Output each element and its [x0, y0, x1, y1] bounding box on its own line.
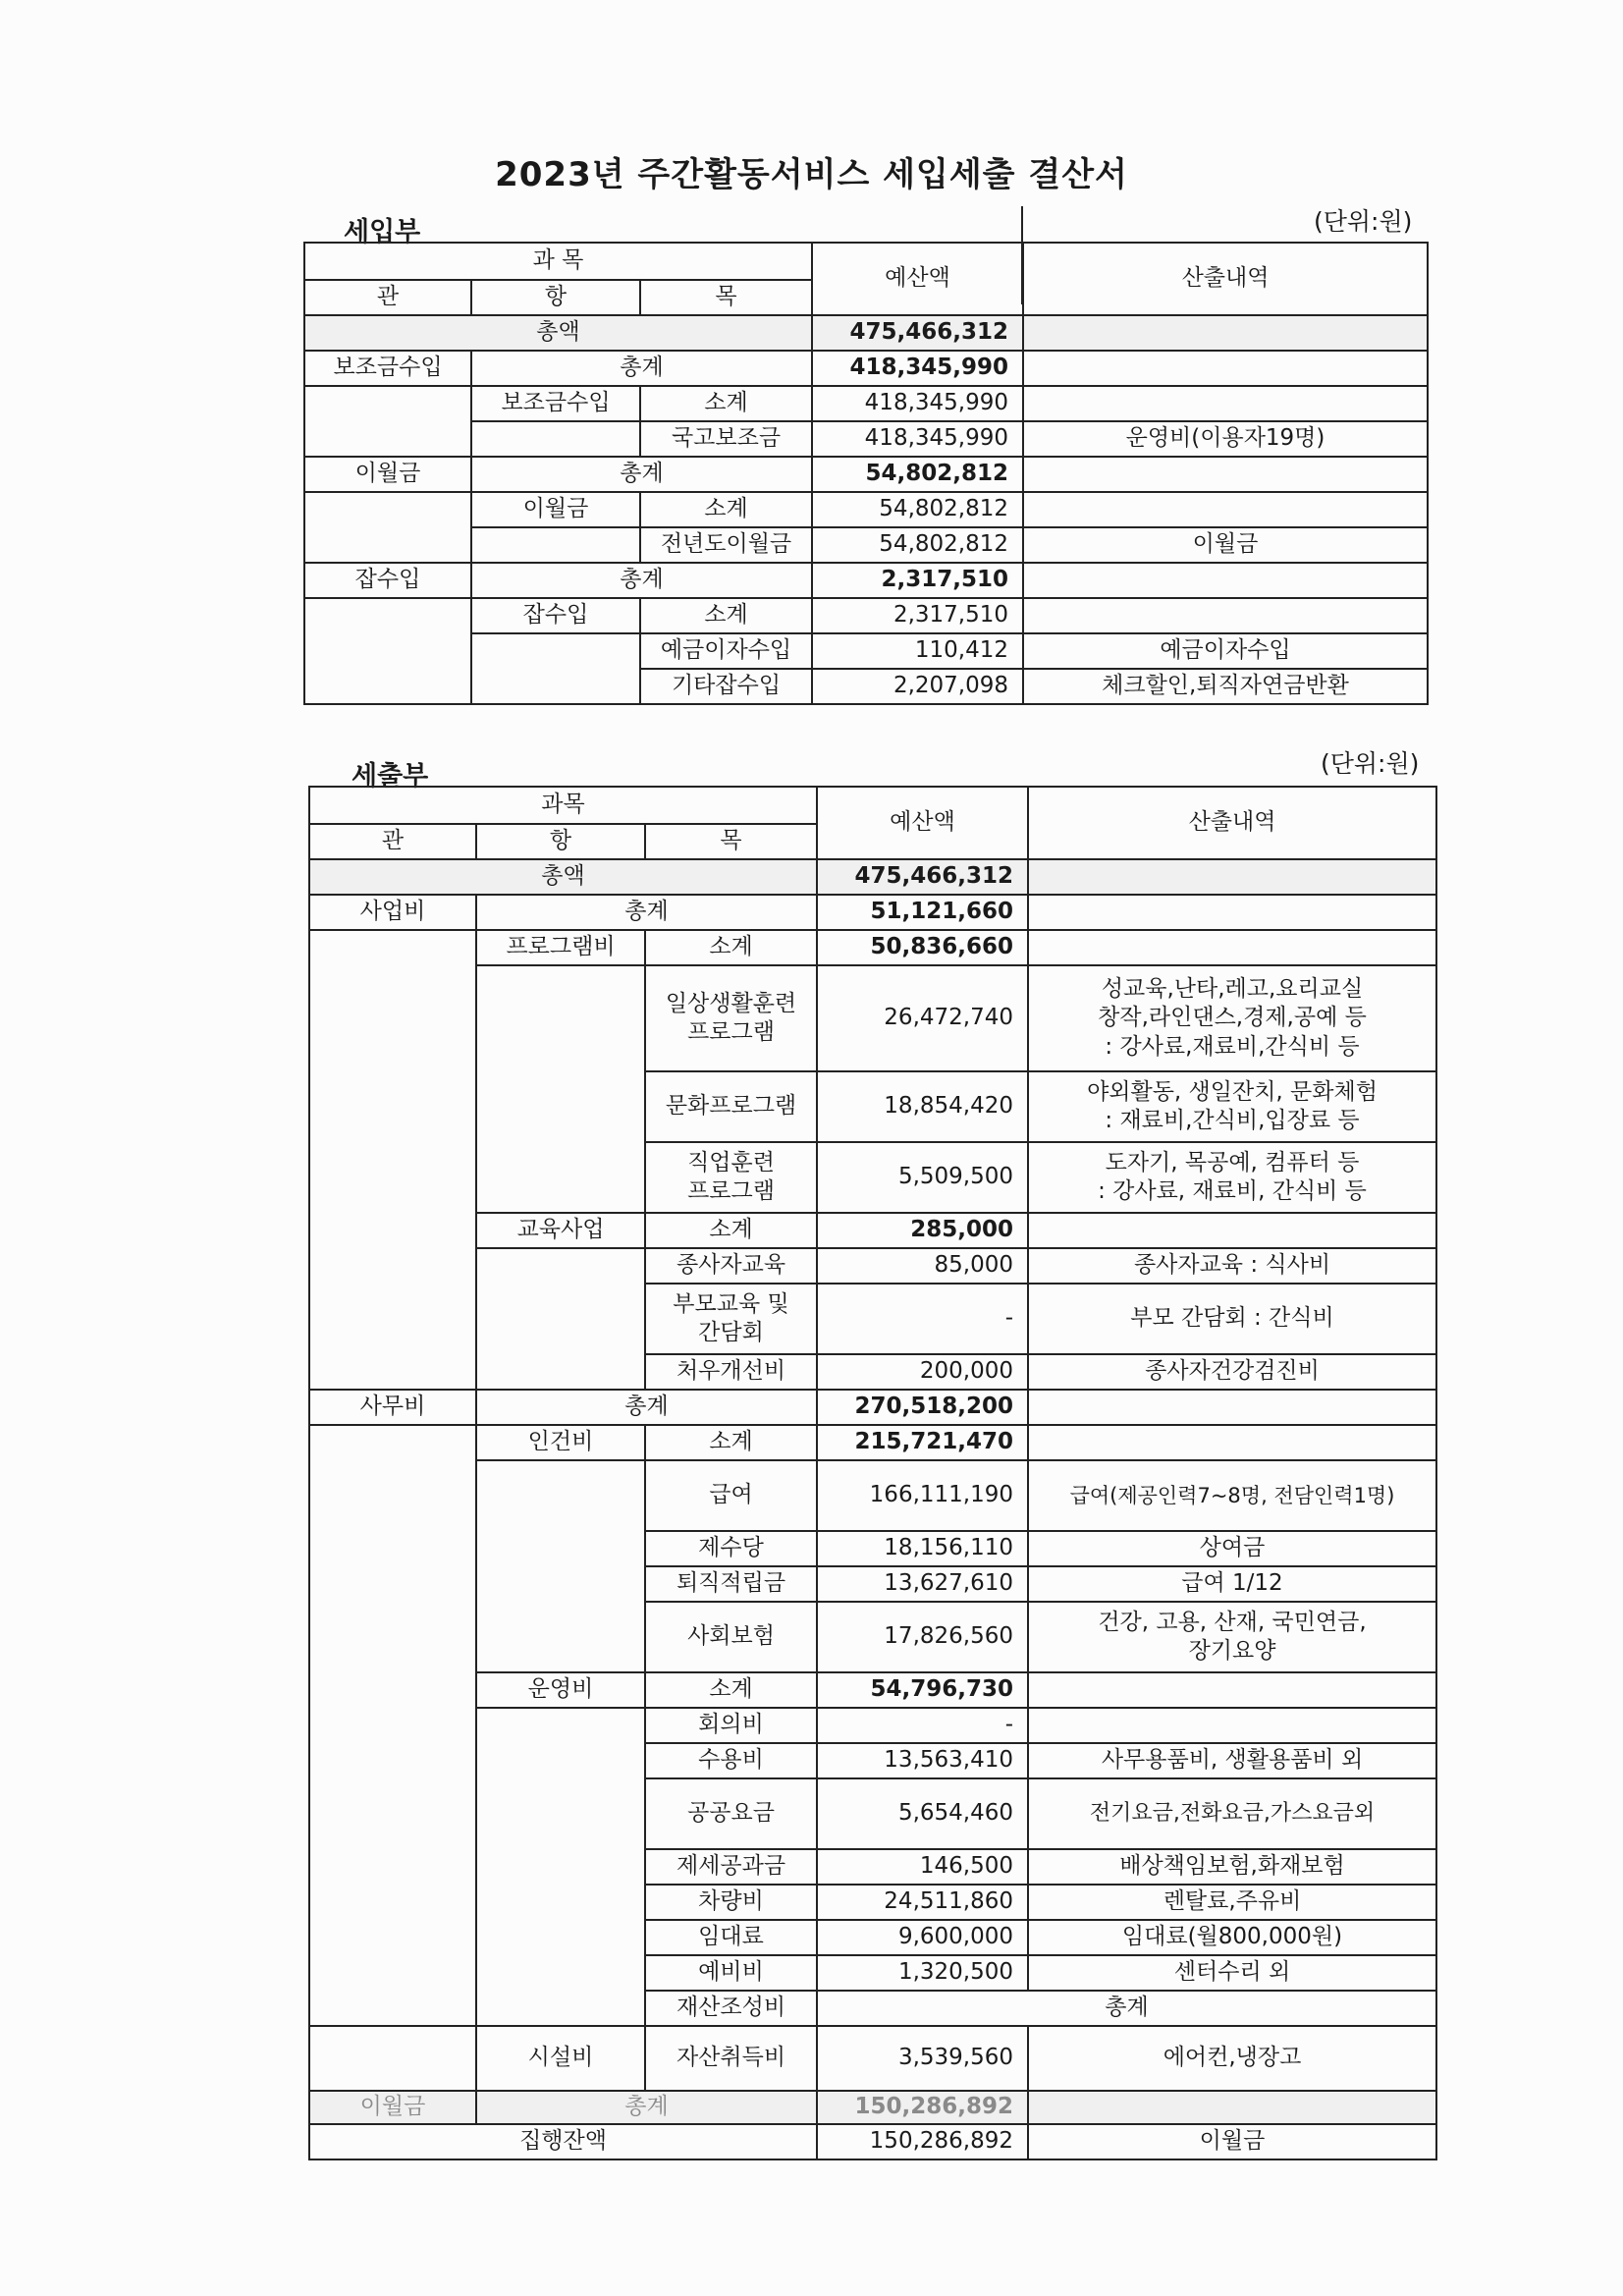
subsidy-hang: 보조금수입 — [471, 386, 640, 421]
carryover-sub-label: 소계 — [640, 492, 812, 527]
subsidy-item-detail: 운영비(이용자19명) — [1023, 421, 1428, 457]
supplies-amount: 13,563,410 — [817, 1743, 1028, 1778]
tax-mok: 제세공과금 — [645, 1849, 817, 1885]
table-row — [304, 598, 1428, 633]
misc-hang: 잡수입 — [471, 598, 640, 633]
income-header-subject: 과 목 — [304, 243, 812, 280]
expense-total-label: 총액 — [309, 859, 817, 895]
rent-detail: 임대료(월800,000원) — [1028, 1920, 1436, 1955]
job-program-detail — [1028, 1142, 1436, 1213]
balance-detail: 이월금 — [1028, 2124, 1436, 2159]
income-header-row — [304, 243, 1428, 280]
expense-header-hang: 항 — [476, 824, 645, 859]
staff-edu-amount: 85,000 — [817, 1248, 1028, 1284]
asset-total-label: 총계 — [817, 1991, 1436, 2026]
allowance-detail: 상여금 — [1028, 1531, 1436, 1566]
operating-hang: 운영비 — [476, 1672, 645, 1708]
culture-program-detail-line1: 야외활동, 생일잔치, 문화체험 — [1087, 1078, 1378, 1105]
salary-detail: 급여(제공인력7~8명, 전담인력1명) — [1028, 1460, 1436, 1531]
carryover-total-amount: 54,802,812 — [812, 457, 1023, 492]
program-sub-amount: 50,836,660 — [817, 930, 1028, 965]
daily-program-detail — [1028, 965, 1436, 1071]
daily-program-mok — [645, 965, 817, 1071]
personnel-sub-amount: 215,721,470 — [817, 1425, 1028, 1460]
income-total-amount: 475,466,312 — [812, 315, 1023, 351]
misc-item1-amount: 110,412 — [812, 633, 1023, 669]
utility-mok: 공공요금 — [645, 1778, 817, 1849]
table-row — [304, 492, 1428, 527]
welfare-mok: 처우개선비 — [645, 1354, 817, 1390]
table-row — [304, 386, 1428, 421]
table-row — [309, 1213, 1436, 1248]
rent-mok: 임대료 — [645, 1920, 817, 1955]
misc-item2-mok: 기타잡수입 — [640, 669, 812, 704]
expense-header-mok: 목 — [645, 824, 817, 859]
misc-item1-detail: 예금이자수입 — [1023, 633, 1428, 669]
parent-edu-mok-line1: 부모교육 및 — [673, 1290, 789, 1317]
misc-total-label: 총계 — [471, 563, 812, 598]
insurance-amount: 17,826,560 — [817, 1602, 1028, 1672]
reserve-mok: 예비비 — [645, 1955, 817, 1991]
table-row — [309, 2091, 1436, 2124]
subsidy-total-label: 총계 — [471, 351, 812, 386]
carryover-total-label: 총계 — [471, 457, 812, 492]
program-sub-label: 소계 — [645, 930, 817, 965]
insurance-detail-line1: 건강, 고용, 산재, 국민연금, — [1098, 1609, 1367, 1635]
tax-detail: 배상책임보험,화재보험 — [1028, 1849, 1436, 1885]
table-row — [304, 457, 1428, 492]
income-total-detail — [1023, 315, 1428, 351]
income-header-mok: 목 — [640, 280, 812, 315]
income-unit: (단위:원) — [1314, 207, 1413, 236]
income-header-hang: 항 — [471, 280, 640, 315]
subsidy-gwan: 보조금수입 — [304, 351, 471, 386]
insurance-detail-line2: 장기요양 — [1188, 1638, 1276, 1664]
balance-label: 집행잔액 — [309, 2124, 817, 2159]
staff-edu-detail: 종사자교육 : 식사비 — [1028, 1248, 1436, 1284]
daily-program-mok-line2: 프로그램 — [687, 1019, 775, 1045]
education-hang: 교육사업 — [476, 1213, 645, 1248]
allowance-amount: 18,156,110 — [817, 1531, 1028, 1566]
daily-program-detail-line1: 성교육,난타,레고,요리교실 — [1101, 975, 1364, 1002]
income-header-detail: 산출내역 — [1023, 243, 1428, 315]
table-row — [309, 1708, 1436, 1743]
subsidy-sub-amount: 418,345,990 — [812, 386, 1023, 421]
carryover-expense-gwan: 이월금 — [309, 2091, 476, 2124]
table-row — [309, 1248, 1436, 1284]
parent-edu-mok-line2: 간담회 — [698, 1320, 764, 1345]
subsidy-item-amount: 418,345,990 — [812, 421, 1023, 457]
culture-program-mok: 문화프로그램 — [645, 1071, 817, 1142]
salary-amount: 166,111,190 — [817, 1460, 1028, 1531]
supplies-mok: 수용비 — [645, 1743, 817, 1778]
expense-total-row — [309, 859, 1436, 895]
daily-program-detail-line3: : 강사료,재료비,간식비 등 — [1105, 1033, 1360, 1060]
asset-item-detail: 에어컨,냉장고 — [1028, 2026, 1436, 2091]
business-gwan: 사업비 — [309, 895, 476, 930]
tax-amount: 146,500 — [817, 1849, 1028, 1885]
job-program-mok-line1: 직업훈련 — [687, 1149, 775, 1175]
parent-edu-mok — [645, 1284, 817, 1354]
table-row — [309, 965, 1436, 1071]
document-title: 2023년 주간활동서비스 세입세출 결산서 — [495, 155, 1128, 194]
welfare-amount: 200,000 — [817, 1354, 1028, 1390]
allowance-mok: 제수당 — [645, 1531, 817, 1566]
salary-mok: 급여 — [645, 1460, 817, 1531]
carryover-sub-amount: 54,802,812 — [812, 492, 1023, 527]
expense-header-gwan: 관 — [309, 824, 476, 859]
table-row — [304, 563, 1428, 598]
misc-total-amount: 2,317,510 — [812, 563, 1023, 598]
staff-edu-mok: 종사자교육 — [645, 1248, 817, 1284]
expense-section-title: 세출부 — [352, 761, 429, 792]
utility-detail: 전기요금,전화요금,가스요금외 — [1028, 1778, 1436, 1849]
subsidy-item-mok: 국고보조금 — [640, 421, 812, 457]
parent-edu-detail: 부모 간담회 : 간식비 — [1028, 1284, 1436, 1354]
daily-program-mok-line1: 일상생활훈련 — [665, 990, 797, 1016]
business-total-amount: 51,121,660 — [817, 895, 1028, 930]
misc-sub-label: 소계 — [640, 598, 812, 633]
misc-gwan: 잡수입 — [304, 563, 471, 598]
subsidy-sub-label: 소계 — [640, 386, 812, 421]
income-header-budget: 예산액 — [812, 243, 1023, 315]
asset-item-mok: 자산취득비 — [645, 2026, 817, 2091]
operating-sub-amount: 54,796,730 — [817, 1672, 1028, 1708]
vehicle-mok: 차량비 — [645, 1885, 817, 1920]
culture-program-detail — [1028, 1071, 1436, 1142]
misc-item2-amount: 2,207,098 — [812, 669, 1023, 704]
education-sub-label: 소계 — [645, 1213, 817, 1248]
balance-amount: 150,286,892 — [817, 2124, 1028, 2159]
insurance-mok: 사회보험 — [645, 1602, 817, 1672]
expense-header-budget: 예산액 — [817, 787, 1028, 859]
table-row — [304, 421, 1428, 457]
culture-program-detail-line2: : 재료비,간식비,입장료 등 — [1105, 1108, 1360, 1133]
job-program-mok — [645, 1142, 817, 1213]
culture-program-amount: 18,854,420 — [817, 1071, 1028, 1142]
misc-item2-detail: 체크할인,퇴직자연금반환 — [1023, 669, 1428, 704]
asset-hang: 시설비 — [476, 2026, 645, 2091]
vehicle-amount: 24,511,860 — [817, 1885, 1028, 1920]
program-hang: 프로그램비 — [476, 930, 645, 965]
expense-total-amount: 475,466,312 — [817, 859, 1028, 895]
income-section-title: 세입부 — [344, 217, 421, 247]
misc-sub-amount: 2,317,510 — [812, 598, 1023, 633]
income-total-label: 총액 — [304, 315, 812, 351]
severance-mok: 퇴직적립금 — [645, 1566, 817, 1602]
reserve-detail: 센터수리 외 — [1028, 1955, 1436, 1991]
job-program-mok-line2: 프로그램 — [687, 1178, 775, 1204]
table-row — [309, 1425, 1436, 1460]
severance-amount: 13,627,610 — [817, 1566, 1028, 1602]
welfare-detail: 종사자건강검진비 — [1028, 1354, 1436, 1390]
expense-header-subject: 과목 — [309, 787, 817, 824]
carryover-hang: 이월금 — [471, 492, 640, 527]
income-table — [303, 242, 1429, 705]
office-total-amount: 270,518,200 — [817, 1390, 1028, 1425]
expense-table — [308, 786, 1437, 2160]
job-program-detail-line1: 도자기, 목공예, 컴퓨터 등 — [1105, 1149, 1360, 1175]
carryover-expense-total-label: 총계 — [476, 2091, 817, 2124]
operating-sub-label: 소계 — [645, 1672, 817, 1708]
asset-gwan: 재산조성비 — [645, 1991, 817, 2026]
business-total-label: 총계 — [476, 895, 817, 930]
daily-program-amount: 26,472,740 — [817, 965, 1028, 1071]
office-total-label: 총계 — [476, 1390, 817, 1425]
carryover-item-amount: 54,802,812 — [812, 527, 1023, 563]
table-row — [309, 2026, 1436, 2091]
rent-amount: 9,600,000 — [817, 1920, 1028, 1955]
expense-header-detail: 산출내역 — [1028, 787, 1436, 859]
vehicle-detail: 렌탈료,주유비 — [1028, 1885, 1436, 1920]
income-total-row — [304, 315, 1428, 351]
table-row — [309, 1460, 1436, 1531]
parent-edu-amount: - — [817, 1284, 1028, 1354]
education-sub-amount: 285,000 — [817, 1213, 1028, 1248]
personnel-hang: 인건비 — [476, 1425, 645, 1460]
expense-unit: (단위:원) — [1321, 749, 1420, 778]
table-row — [304, 527, 1428, 563]
supplies-detail: 사무용품비, 생활용품비 외 — [1028, 1743, 1436, 1778]
misc-item1-mok: 예금이자수입 — [640, 633, 812, 669]
carryover-gwan: 이월금 — [304, 457, 471, 492]
meeting-mok: 회의비 — [645, 1708, 817, 1743]
severance-detail: 급여 1/12 — [1028, 1566, 1436, 1602]
carryover-expense-total-amount: 150,286,892 — [817, 2091, 1028, 2124]
job-program-detail-line2: : 강사료, 재료비, 간식비 등 — [1098, 1178, 1367, 1204]
table-row — [309, 930, 1436, 965]
reserve-amount: 1,320,500 — [817, 1955, 1028, 1991]
table-row — [309, 1672, 1436, 1708]
utility-amount: 5,654,460 — [817, 1778, 1028, 1849]
insurance-detail — [1028, 1602, 1436, 1672]
table-row — [304, 633, 1428, 669]
carryover-item-detail: 이월금 — [1023, 527, 1428, 563]
carryover-item-mok: 전년도이월금 — [640, 527, 812, 563]
personnel-sub-label: 소계 — [645, 1425, 817, 1460]
job-program-amount: 5,509,500 — [817, 1142, 1028, 1213]
income-header-gwan: 관 — [304, 280, 471, 315]
office-gwan: 사무비 — [309, 1390, 476, 1425]
asset-item-amount: 3,539,560 — [817, 2026, 1028, 2091]
table-row — [309, 2124, 1436, 2159]
subsidy-total-amount: 418,345,990 — [812, 351, 1023, 386]
daily-program-detail-line2: 창작,라인댄스,경제,공예 등 — [1098, 1005, 1367, 1031]
meeting-detail — [1028, 1708, 1436, 1743]
expense-header-row — [309, 787, 1436, 824]
meeting-amount: - — [817, 1708, 1028, 1743]
table-row — [304, 351, 1428, 386]
table-row — [309, 1390, 1436, 1425]
table-row — [309, 895, 1436, 930]
